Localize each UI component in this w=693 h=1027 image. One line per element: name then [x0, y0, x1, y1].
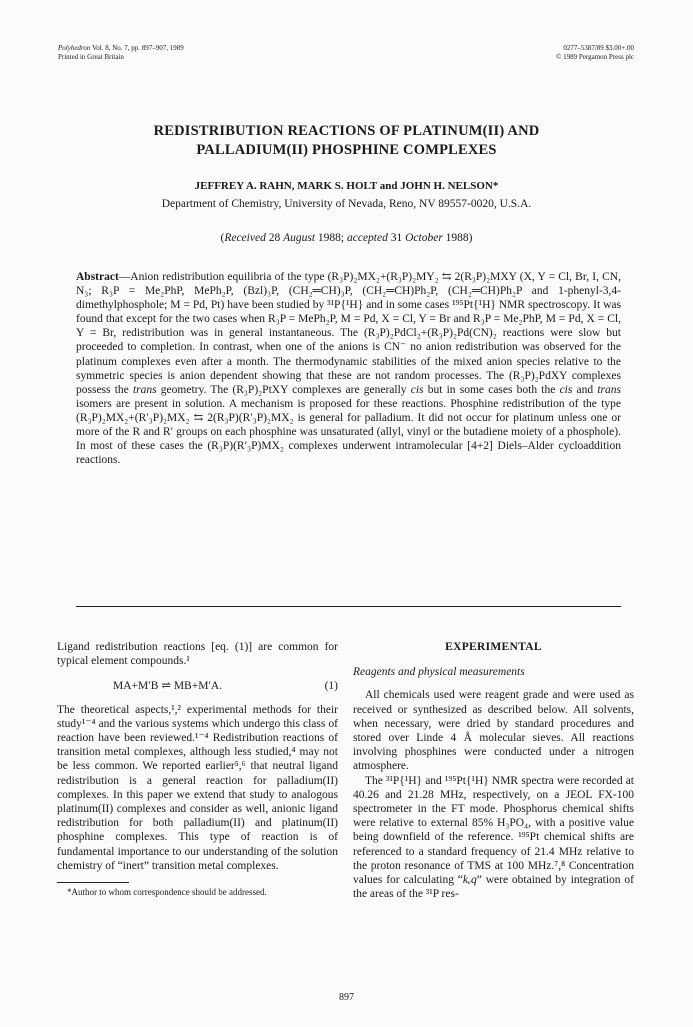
journal-name: Polyhedron — [58, 44, 91, 52]
publisher-header — [556, 44, 634, 62]
subsection-title: Reagents and physical measurements — [353, 666, 525, 679]
volume-info: Vol. 8, No. 7, pp. 897–907, 1989 — [92, 44, 184, 52]
paper-title — [60, 122, 633, 160]
section-title: EXPERIMENTAL — [445, 641, 542, 653]
footnote-divider — [57, 882, 129, 883]
right-column — [353, 640, 634, 901]
printed-line: Printed in Great Britain — [58, 53, 124, 61]
journal-header — [58, 44, 184, 62]
nmr-paragraph: The ³¹P{¹H} and ¹⁹⁵Pt{¹H} NMR spectra were recorded at 40.26 and 21.28 MHz, respectively, on a JEOL FX-100 spectrometer in the FT mode. Phosphorus chemical shifts were relative to external 85% H₃PO₄, with a positive value being downfield of the reference. ¹⁹⁵Pt chemical shifts are referenced to a standard frequency of 21.4 MHz relative to the proton resonance of TMS at 100 MHz.⁷,⁸ Concentration values for calculating “kₑq” were obtained by integration of the areas of the ³¹P res- — [353, 774, 634, 901]
page-number: 897 — [339, 992, 354, 1003]
abstract: Abstract—Anion redistribution equilibria of the type (R₃P)₂MX₂+(R₃P)₂MY₂ ⇆ 2(R₃P)₂MXY (X, Y = Cl, Br, I, CN, N₃; R₃P = Me₂PhP, MePh₂P, (Bzl)₃P, (CH₂═CH)₃P, (CH₂═CH)Ph₂P, (CH₂═CH)Ph₂P and 1-phenyl-3,4-dimethylphosphole; M = Pd, Pt) have been studied by ³¹P{¹H} and in some cases ¹⁹⁵Pt{¹H} NMR spectroscopy. It was found that except for the two cases when R₃P = MePh₂P, M = Pd, X = Cl, Y = Br and R₃P = Me₂PhP, M = Pd, X = Cl, Y = Br, redistribution was in general instantaneous. The (R₃P)₂PdCl₂+(R₃P)₂Pd(CN)₂ reactions were slow but proceeded to completion. In contrast, when one of the anions is CN⁻ no anion redistribution was observed for the platinum complexes even after a month. The thermodynamic stabilities of the mixed anion species relative to the symmetric species is anion dependent showing that these are not random processes. The (R₃P)₂PdXY complexes possess the trans geometry. The (R₃P)₂PtXY complexes are generally cis but in some cases both the cis and trans isomers are present in solution. A mechanism is proposed for these reactions. Phosphine redistribution of the type (R₃P)₂MX₂+(R′₃P)₂MX₂ ⇆ 2(R₃P)(R′₃P)₂MX₂ is general for palladium. It did not occur for platinum unless one or more of the R and R′ groups on each phosphine was unsaturated (allyl, vinyl or the butadiene moiety of a phosphole). In most of these cases the (R₃P)(R′₃P)MX₂ complexes underwent intramolecular [4+2] Diels–Alder cycloaddition reactions. — [76, 271, 621, 467]
issn-code: 0277–5387/89 $3.00+.00 — [563, 44, 634, 52]
affiliation: Department of Chemistry, University of Nevada, Reno, NV 89557-0020, U.S.A. — [161, 198, 532, 210]
author-list: JEFFREY A. RAHN, MARK S. HOLT and JOHN H. NELSON* — [194, 180, 499, 192]
received-label: Received — [224, 232, 266, 244]
abstract-divider — [76, 606, 621, 607]
title-line-1: REDISTRIBUTION REACTIONS OF PLATINUM(II) AND — [153, 123, 540, 139]
author-footnote: *Author to whom correspondence should be addressed. — [67, 887, 267, 898]
equation-number: (1) — [324, 680, 338, 693]
equation-text: MA+M′B ⇌ MB+M′A. — [113, 680, 223, 693]
body-paragraph: The theoretical aspects,¹,² experimental methods for their study¹⁻⁴ and the various systems which undergo this class of reaction have been reviewed.¹⁻⁴ Redistribution reactions of transition metal complexes, although less studied,⁴ may not be less common. We reported earlier⁵,⁶ that neutral ligand redistribution is a general reaction for palladium(II) complexes. In this paper we extend that study to analogous platinum(II) complexes and consider as well, anionic ligand redistribution for both palladium(II) and platinum(II) phosphine complexes. This type of reaction is of fundamental importance to our understanding of the solution chemistry of “inert” transition metal complexes. — [57, 703, 338, 872]
intro-paragraph: Ligand redistribution reactions [eq. (1)] are common for typical element compounds.¹ — [57, 641, 338, 668]
abstract-text: Anion redistribution equilibria of the type (R₃P)₂MX₂+(R₃P)₂MY₂ ⇆ 2(R₃P)₂MXY (X, Y = Cl, Br, I, CN, N₃; R₃P = Me₂PhP, MePh₂P, (Bzl)₃P, (CH₂═CH)₃P, (CH₂═CH)Ph₂P, (CH₂═CH)Ph₂P and 1-phenyl-3,4-dimethylphosphole; M = Pd, Pt) have been studied by ³¹P{¹H} and in some cases ¹⁹⁵Pt{¹H} NMR spectroscopy. It was found that except for the two cases when R₃P = MePh₂P, M = Pd, X = Cl, Y = Br and R₃P = Me₂PhP, M = Pd, X = Cl, Y = Br, redistribution was in general instantaneous. The (R₃P)₂PdCl₂+(R₃P)₂Pd(CN)₂ reactions were slow but proceeded to completion. In contrast, when one of the anions is CN⁻ no anion redistribution was observed for the platinum complexes even after a month. The thermodynamic stabilities of the mixed anion species relative to the symmetric species is anion dependent showing that these are not random processes. The (R₃P)₂PdXY complexes possess the — [76, 271, 621, 396]
abstract-label: Abstract — [76, 271, 119, 283]
left-column — [57, 640, 338, 898]
reagents-paragraph: All chemicals used were reagent grade and were used as received or synthesized as described below. All solvents, when necessary, were dried by standard procedures and stored over Linde 4 Å molecular sieves. All reactions involving phosphines were conducted under a nitrogen atmosphere. — [353, 689, 634, 773]
equation-1 — [57, 679, 338, 693]
title-line-2: PALLADIUM(II) PHOSPHINE COMPLEXES — [196, 142, 497, 158]
received-dates: (Received 28 August 1988; accepted 31 October 1988) — [220, 232, 473, 244]
accepted-label: accepted — [346, 232, 388, 244]
copyright-line: © 1989 Pergamon Press plc — [556, 53, 634, 61]
